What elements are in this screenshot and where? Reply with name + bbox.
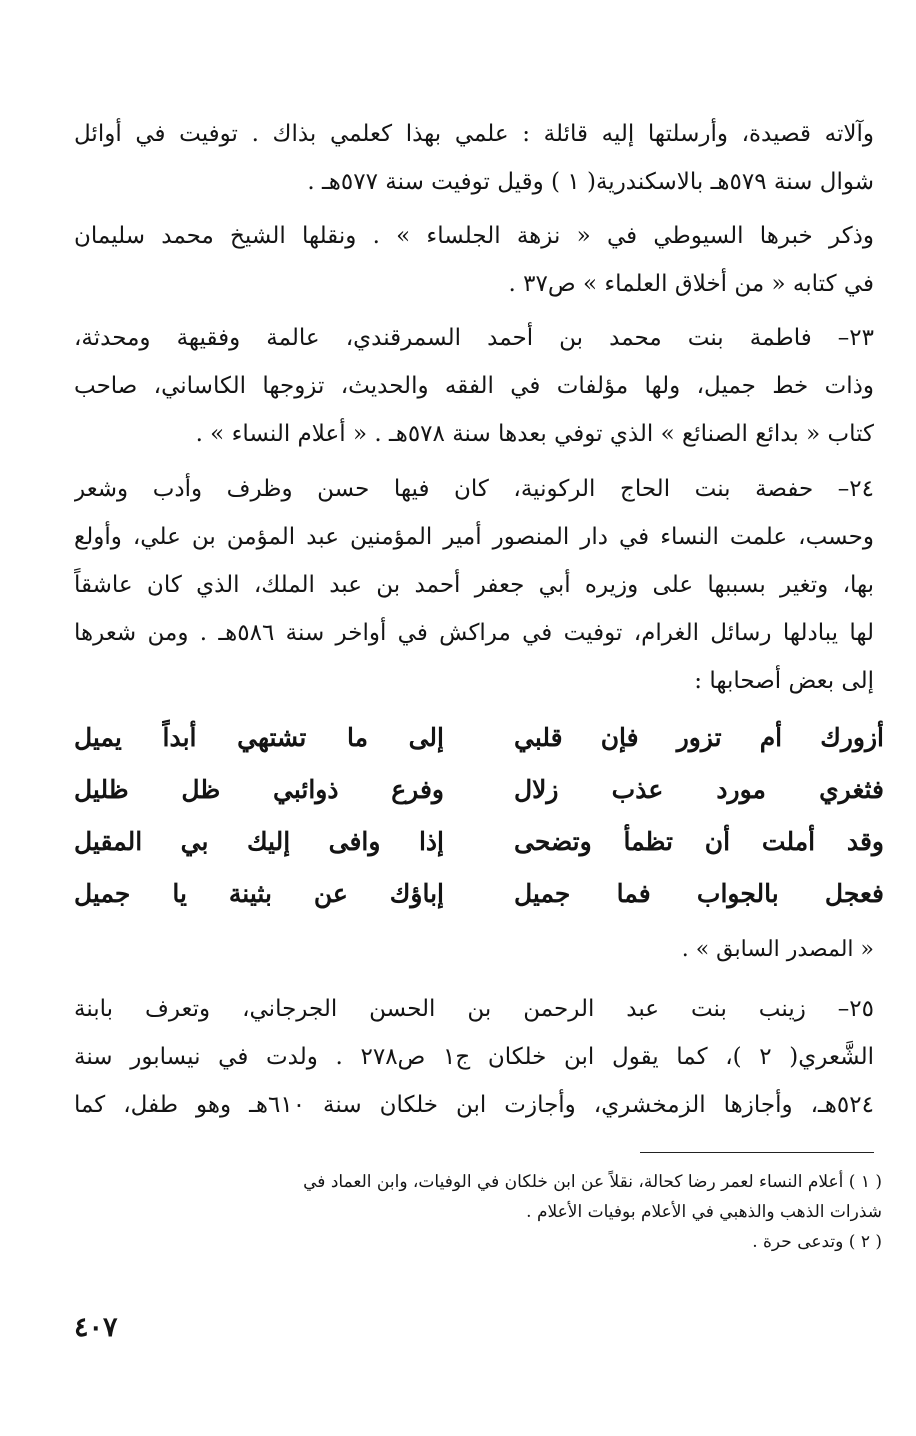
poem-second-hemistich: إباؤك عن بثينة يا جميل	[74, 879, 444, 908]
text-line: وآلاته قصيدة، وأرسلتها إليه قائلة : علمي بهذا كعلمي بذاك . توفيت في أوائل	[74, 121, 874, 147]
poem-second-hemistich: وفرع ذوائبي ظل ظليل	[74, 775, 444, 804]
text-line: شوال سنة ٥٧٩هـ بالاسكندرية( ١ ) وقيل توفيت سنة ٥٧٧هـ .	[307, 169, 874, 195]
footnotes	[74, 1167, 882, 1257]
footnote-line: ( ١ ) أعلام النساء لعمر رضا كحالة، نقلاً عن ابن خلكان في الوفيات، وابن العماد في	[303, 1172, 882, 1192]
text-line: وذكر خبرها السيوطي في « نزهة الجلساء » . ونقلها الشيخ محمد سليمان	[74, 223, 874, 249]
text-line: وحسب، علمت النساء في دار المنصور أمير المؤمنين عبد المؤمن بن علي، وأولع	[74, 524, 874, 550]
footnote-line: ( ٢ ) وتدعى حرة .	[752, 1232, 882, 1252]
text-line: كتاب « بدائع الصنائع » الذي توفي بعدها سنة ٥٧٨هـ . « أعلام النساء » .	[195, 421, 874, 447]
text-line: وذات خط جميل، ولها مؤلفات في الفقه والحديث، تزوجها الكاساني، صاحب	[74, 373, 874, 399]
source-citation: « المصدر السابق » .	[681, 937, 874, 962]
poem	[74, 712, 884, 920]
poem-second-hemistich: إلى ما تشتهي أبداً يميل	[74, 723, 444, 752]
poem-verse	[74, 816, 884, 868]
text-line: إلى بعض أصحابها :	[694, 668, 874, 694]
poem-verse	[74, 868, 884, 920]
text-line: ٢٤– حفصة بنت الحاج الركونية، كان فيها حسن وظرف وأدب وشعر	[74, 476, 874, 502]
text-line: ٥٢٤هـ، وأجازها الزمخشري، وأجازت ابن خلكان سنة ٦١٠هـ وهو طفل، كما	[74, 1092, 874, 1118]
paragraph-entry-25	[74, 985, 874, 1129]
text-line: لها يبادلها رسائل الغرام، توفيت في مراكش في أواخر سنة ٥٨٦هـ . ومن شعرها	[74, 620, 874, 646]
paragraph-entry-22-end	[74, 110, 874, 206]
poem-first-hemistich: فثغري مورد عذب زلال	[514, 775, 884, 804]
paragraph-reference	[74, 212, 874, 308]
text-line: الشَّعري( ٢ )، كما يقول ابن خلكان ج١ ص٢٧٨ . ولدت في نيسابور سنة	[74, 1044, 874, 1070]
poem-second-hemistich: إذا وافى إليك بي المقيل	[74, 827, 444, 856]
poem-verse	[74, 764, 884, 816]
text-line: ٢٥– زينب بنت عبد الرحمن بن الحسن الجرجاني، وتعرف بابنة	[74, 996, 874, 1022]
footnote-line: شذرات الذهب والذهبي في الأعلام بوفيات الأعلام .	[526, 1202, 882, 1222]
text-line: في كتابه « من أخلاق العلماء » ص٣٧ .	[508, 271, 874, 297]
text-line: بها، وتغير بسببها على وزيره أبي جعفر أحمد بن عبد الملك، الذي كان عاشقاً	[74, 572, 874, 598]
paragraph-entry-23	[74, 314, 874, 458]
poem-first-hemistich: أزورك أم تزور فإن قلبي	[514, 723, 884, 752]
page-number: ٤٠٧	[74, 1312, 118, 1343]
poem-verse	[74, 712, 884, 764]
text-line: ٢٣– فاطمة بنت محمد بن أحمد السمرقندي، عالمة وفقيهة ومحدثة،	[74, 325, 874, 351]
poem-first-hemistich: فعجل بالجواب فما جميل	[514, 879, 884, 908]
poem-first-hemistich: وقد أملت أن تظمأ وتضحى	[514, 827, 884, 856]
paragraph-entry-24	[74, 465, 874, 705]
footnote-divider	[640, 1152, 874, 1153]
